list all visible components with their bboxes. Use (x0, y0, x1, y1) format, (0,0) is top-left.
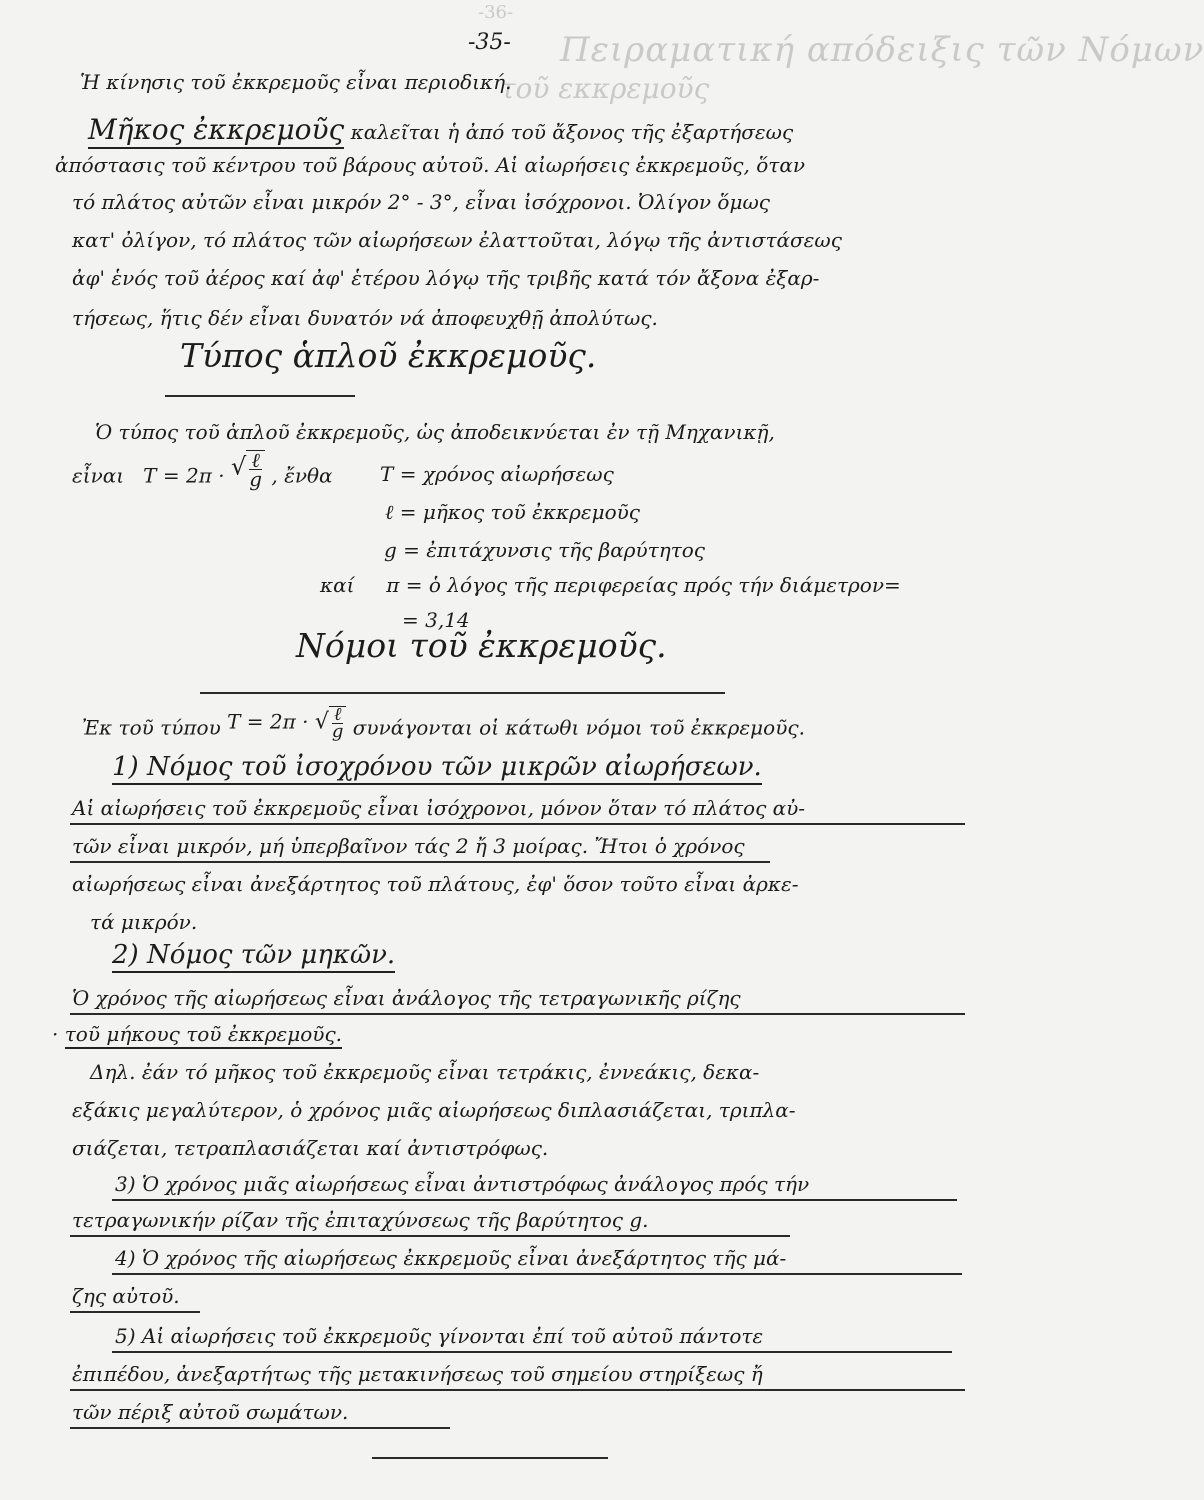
law5-line: τῶν πέριξ αὐτοῦ σωμάτων. (72, 1400, 349, 1424)
def-g (384, 538, 705, 562)
pi-value: = 3,14 (402, 608, 470, 632)
definition-line: ἀπόστασις τοῦ κέντρου τοῦ βάρους αὐτοῦ. Αἱ αἰωρήσεις ἐκκρεμοῦς, ὅταν (55, 153, 805, 177)
definition-line: τήσεως, ἥτις δέν εἶναι δυνατόν νά ἀποφευχθῇ ἀπολύτως. (72, 306, 658, 330)
underline (112, 1273, 962, 1275)
law2-line: Δηλ. ἐάν τό μῆκος τοῦ ἐκκρεμοῦς εἶναι τετράκις, ἐννεάκις, δεκα- (90, 1060, 760, 1084)
definition-line: ἀφ' ἑνός τοῦ ἀέρος καί ἀφ' ἑτέρου λόγῳ τῆς τριβῆς κατά τόν ἄξονα ἐξαρ- (72, 266, 820, 290)
law4-line: ζης αὐτοῦ. (72, 1284, 180, 1308)
closing-rule (372, 1457, 608, 1459)
law2-title: 2) Νόμος τῶν μηκῶν. (112, 940, 395, 970)
laws-intro (82, 704, 805, 746)
def-text: = ὁ λόγος τῆς περιφερείας πρός τήν διάμετρον= (405, 573, 901, 597)
def-text: = ἐπιτάχυνσις τῆς βαρύτητος (403, 538, 706, 562)
law5-line: 5) Αἱ αἰωρήσεις τοῦ ἐκκρεμοῦς γίνονται ἐπί τοῦ αὐτοῦ πάντοτε (115, 1324, 764, 1348)
formula-intro: Ὁ τύπος τοῦ ἁπλοῦ ἐκκρεμοῦς, ὡς ἀποδεικνύεται ἐν τῇ Μηχανικῇ, (95, 420, 775, 444)
law1-line: αἰωρήσεως εἶναι ἀνεξάρτητος τοῦ πλάτους, ἐφ' ὅσον τοῦτο εἶναι ἀρκε- (72, 872, 799, 896)
law4-line: 4) Ὁ χρόνος τῆς αἰωρήσεως ἐκκρεμοῦς εἶναι ἀνεξάρτητος τῆς μά- (115, 1246, 787, 1270)
formula-lhs: T = 2π · (143, 463, 225, 488)
law1-line: τά μικρόν. (90, 910, 198, 934)
underline (70, 823, 965, 825)
formula-denominator: g (249, 467, 263, 491)
def-text: = μῆκος τοῦ ἐκκρεμοῦς (399, 500, 640, 524)
def-text: = χρόνος αἰωρήσεως (399, 462, 614, 486)
law2-line: Ὁ χρόνος τῆς αἰωρήσεως εἶναι ἀνάλογος τῆς τετραγωνικῆς ρίζης (72, 986, 741, 1010)
and-word: καί (320, 573, 355, 597)
bleed-through-page-number: -36- (478, 2, 514, 23)
laws-heading: Νόμοι τοῦ ἐκκρεμοῦς. (296, 626, 667, 665)
def-symbol: T (380, 462, 394, 486)
definition-term: Μῆκος ἐκκρεμοῦς (88, 113, 344, 149)
bleed-through-title: Πειραματική απόδειξις τῶν Νόμων (560, 30, 1204, 70)
underline (70, 1427, 450, 1429)
law3-line: 3) Ὁ χρόνος μιᾶς αἰωρήσεως εἶναι ἀντιστρόφως ἀνάλογος πρός τήν (115, 1172, 810, 1196)
laws-intro-suffix: συνάγονται οἱ κάτωθι νόμοι τοῦ ἐκκρεμοῦς. (352, 715, 805, 740)
law1-title: 1) Νόμος τοῦ ἰσοχρόνου τῶν μικρῶν αἰωρήσεων. (112, 752, 762, 782)
def-pi (320, 573, 901, 597)
underline (70, 861, 770, 863)
law1-line: Αἱ αἰωρήσεις τοῦ ἐκκρεμοῦς εἶναι ἰσόχρονοι, μόνον ὅταν τό πλάτος αὐ- (72, 796, 806, 820)
formula-prefix: εἶναι (72, 463, 125, 488)
formula-heading: Τύπος ἁπλοῦ ἐκκρεμοῦς. (180, 336, 597, 375)
definition-line: τό πλάτος αὐτῶν εἶναι μικρόν 2° - 3°, εἶναι ἰσόχρονοι. Ὀλίγον ὅμως (72, 190, 770, 214)
def-symbol: π (386, 573, 400, 597)
heading-rule (200, 692, 725, 694)
def-symbol: ℓ (385, 500, 394, 524)
bleed-through-subtitle: τοῦ εκκρεμοῦς (500, 72, 710, 105)
underline (70, 1235, 790, 1237)
def-l (385, 500, 640, 525)
law5-line: ἐπιπέδου, ἀνεξαρτήτως τῆς μετακινήσεως τοῦ σημείου στηρίξεως ἤ (72, 1362, 763, 1386)
page-number: -35- (468, 30, 511, 55)
underline (112, 1199, 957, 1201)
laws-intro-prefix: Ἐκ τοῦ τύπου (82, 715, 221, 740)
def-T (380, 462, 614, 486)
where-word: , ἔνθα (271, 463, 333, 488)
law1-line: τῶν εἶναι μικρόν, μή ὑπερβαῖνον τάς 2 ἤ 3 μοίρας. Ἤτοι ὁ χρόνος (72, 834, 745, 858)
heading-rule (165, 395, 355, 397)
law3-line: τετραγωνικήν ρίζαν τῆς ἐπιταχύνσεως τῆς βαρύτητος g. (72, 1208, 649, 1232)
sqrt-fraction: √ ℓ g (231, 450, 265, 488)
underline (70, 1389, 965, 1391)
underline (70, 1311, 200, 1313)
inline-formula: T = 2π · √ ℓ g (227, 706, 346, 740)
formula-numerator: ℓ (249, 451, 262, 470)
definition-line: κατ' ὀλίγον, τό πλάτος τῶν αἰωρήσεων ἐλαττοῦται, λόγῳ τῆς ἀντιστάσεως (72, 228, 842, 252)
underline (70, 1013, 965, 1015)
intro-line: Ἡ κίνησις τοῦ ἐκκρεμοῦς εἶναι περιοδική. (80, 70, 512, 94)
underline (112, 1351, 952, 1353)
definition-text: καλεῖται ἡ ἀπό τοῦ ἄξονος τῆς ἐξαρτήσεως (350, 120, 794, 144)
law2-line: · τοῦ μήκους τοῦ ἐκκρεμοῦς. (52, 1022, 342, 1046)
def-symbol: g (384, 538, 397, 562)
law2-line: σιάζεται, τετραπλασιάζεται καί ἀντιστρόφως. (72, 1136, 549, 1160)
definition-first-line (88, 113, 793, 146)
formula-line (72, 448, 333, 496)
law2-line: εξάκις μεγαλύτερον, ὁ χρόνος μιᾶς αἰωρήσεως διπλασιάζεται, τριπλα- (72, 1098, 796, 1122)
